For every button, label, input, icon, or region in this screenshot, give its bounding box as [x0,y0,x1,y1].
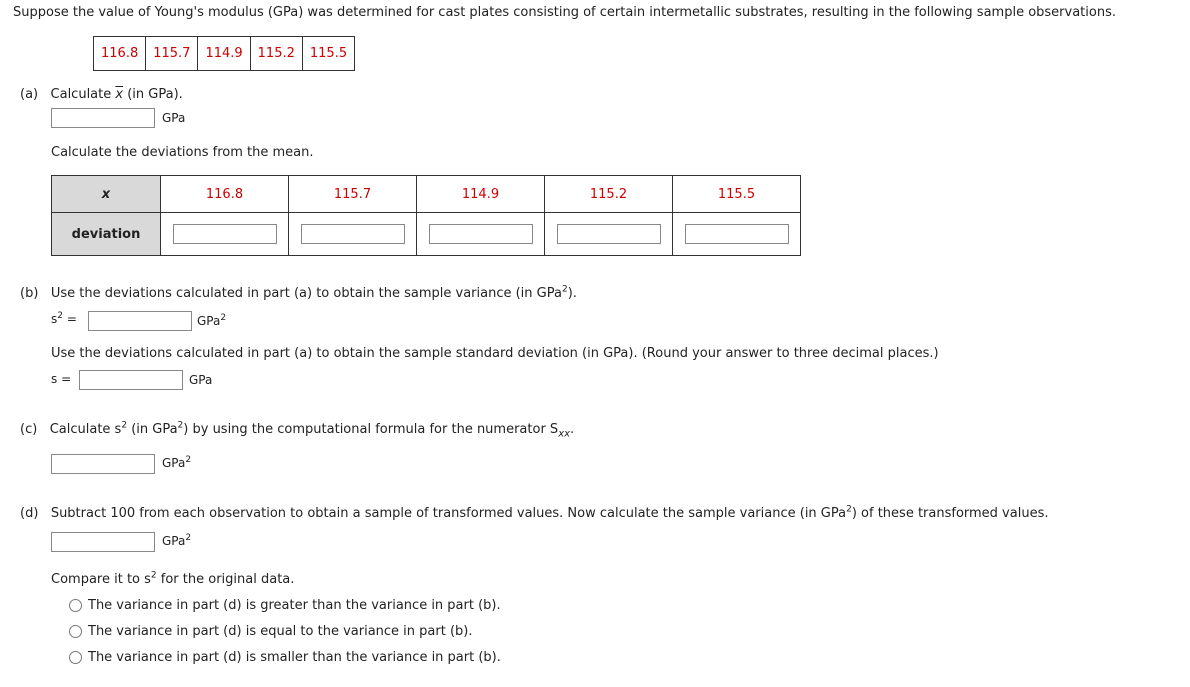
option-label: The variance in part (d) is greater than the variance in part (b). [88,598,501,613]
subscript: xx [558,428,571,440]
compare-prompt [51,572,294,587]
prompt-text: Calculate s [49,422,122,437]
unit-text: GPa [162,534,186,548]
superscript: 2 [177,420,184,431]
superscript: 2 [220,313,227,323]
option-label: The variance in part (d) is smaller than the variance in part (b). [88,650,501,665]
part-c-prompt [20,422,574,440]
part-a-prompt [20,87,183,102]
observation-value: 115.2 [250,37,302,71]
prompt-text: ) of these transformed values. [851,506,1049,521]
deviation-cell [673,213,801,256]
prompt-text: (in GPa). [123,87,183,102]
problem-intro: Suppose the value of Young's modulus (GPa) was determined for cast plates consisting of certain intermetallic substrates, resulting in the following sample observations. [13,5,1116,20]
transformed-variance-input[interactable] [51,532,155,552]
prompt-text: Calculate [50,87,116,102]
observation-value: 115.5 [302,37,354,71]
deviation-input[interactable] [557,224,661,244]
prompt-text: ) by using the computational formula for the numerator S [183,422,559,437]
prompt-text: Compare it to s [51,572,151,587]
deviation-table [51,175,801,256]
superscript: 2 [846,504,852,515]
superscript: 2 [561,284,568,295]
unit-label: GPa [189,373,213,387]
variance-input[interactable] [88,311,192,331]
s2-label [51,312,77,326]
deviation-cell [161,213,289,256]
deviation-prompt: Calculate the deviations from the mean. [51,145,314,160]
x-value: 115.2 [545,176,673,213]
option-equal[interactable] [69,624,472,639]
observations-table [93,36,355,71]
part-label: (a) [20,87,39,102]
option-label: The variance in part (d) is equal to the variance in part (b). [88,624,473,639]
prompt-text: ). [567,286,577,301]
superscript: 2 [57,311,63,321]
superscript: 2 [150,570,157,581]
mean-input[interactable] [51,108,155,128]
sd-prompt: Use the deviations calculated in part (a) to obtain the sample standard deviation (in GPa). (Round your answer to three decimal places.) [51,346,939,361]
s-label: s = [51,372,72,386]
observation-value: 116.8 [94,37,146,71]
computational-variance-input[interactable] [51,454,155,474]
part-b-prompt [20,286,577,301]
deviation-cell [545,213,673,256]
prompt-text: . [570,422,575,437]
deviation-header: deviation [52,213,161,256]
unit-text: GPa [197,314,221,328]
unit-label [162,456,191,470]
part-label: (c) [20,422,38,437]
prompt-text: Subtract 100 from each observation to obtain a sample of transformed values. Now calculate the sample variance (in GPa [50,506,847,521]
deviation-input[interactable] [173,224,277,244]
deviation-input[interactable] [429,224,533,244]
superscript: 2 [121,420,128,431]
sd-input[interactable] [79,370,183,390]
prompt-text: Use the deviations calculated in part (a) to obtain the sample variance (in GPa [50,286,562,301]
prompt-text: (in GPa [127,422,178,437]
x-value: 115.7 [289,176,417,213]
x-bar-symbol: $\overline{x}$ [115,87,124,102]
unit-text: GPa [162,456,186,470]
unit-label [197,314,226,328]
radio-icon[interactable] [69,651,82,664]
deviation-cell [289,213,417,256]
x-value: 115.5 [673,176,801,213]
prompt-text: for the original data. [156,572,295,587]
s-symbol: s [51,312,58,326]
x-value: 116.8 [161,176,289,213]
unit-label: GPa [162,111,186,125]
x-value: 114.9 [417,176,545,213]
part-label: (b) [20,286,39,301]
unit-label [162,534,191,548]
observation-value: 115.7 [146,37,198,71]
radio-icon[interactable] [69,599,82,612]
deviation-input[interactable] [685,224,789,244]
radio-icon[interactable] [69,625,82,638]
part-d-prompt [20,506,1048,521]
deviation-input[interactable] [301,224,405,244]
option-greater[interactable] [69,598,501,613]
equals-sign: = [66,312,77,326]
observation-value: 114.9 [198,37,250,71]
part-label: (d) [20,506,39,521]
superscript: 2 [185,455,192,465]
option-smaller[interactable] [69,650,501,665]
superscript: 2 [185,533,192,543]
x-header: x [52,176,161,213]
deviation-cell [417,213,545,256]
